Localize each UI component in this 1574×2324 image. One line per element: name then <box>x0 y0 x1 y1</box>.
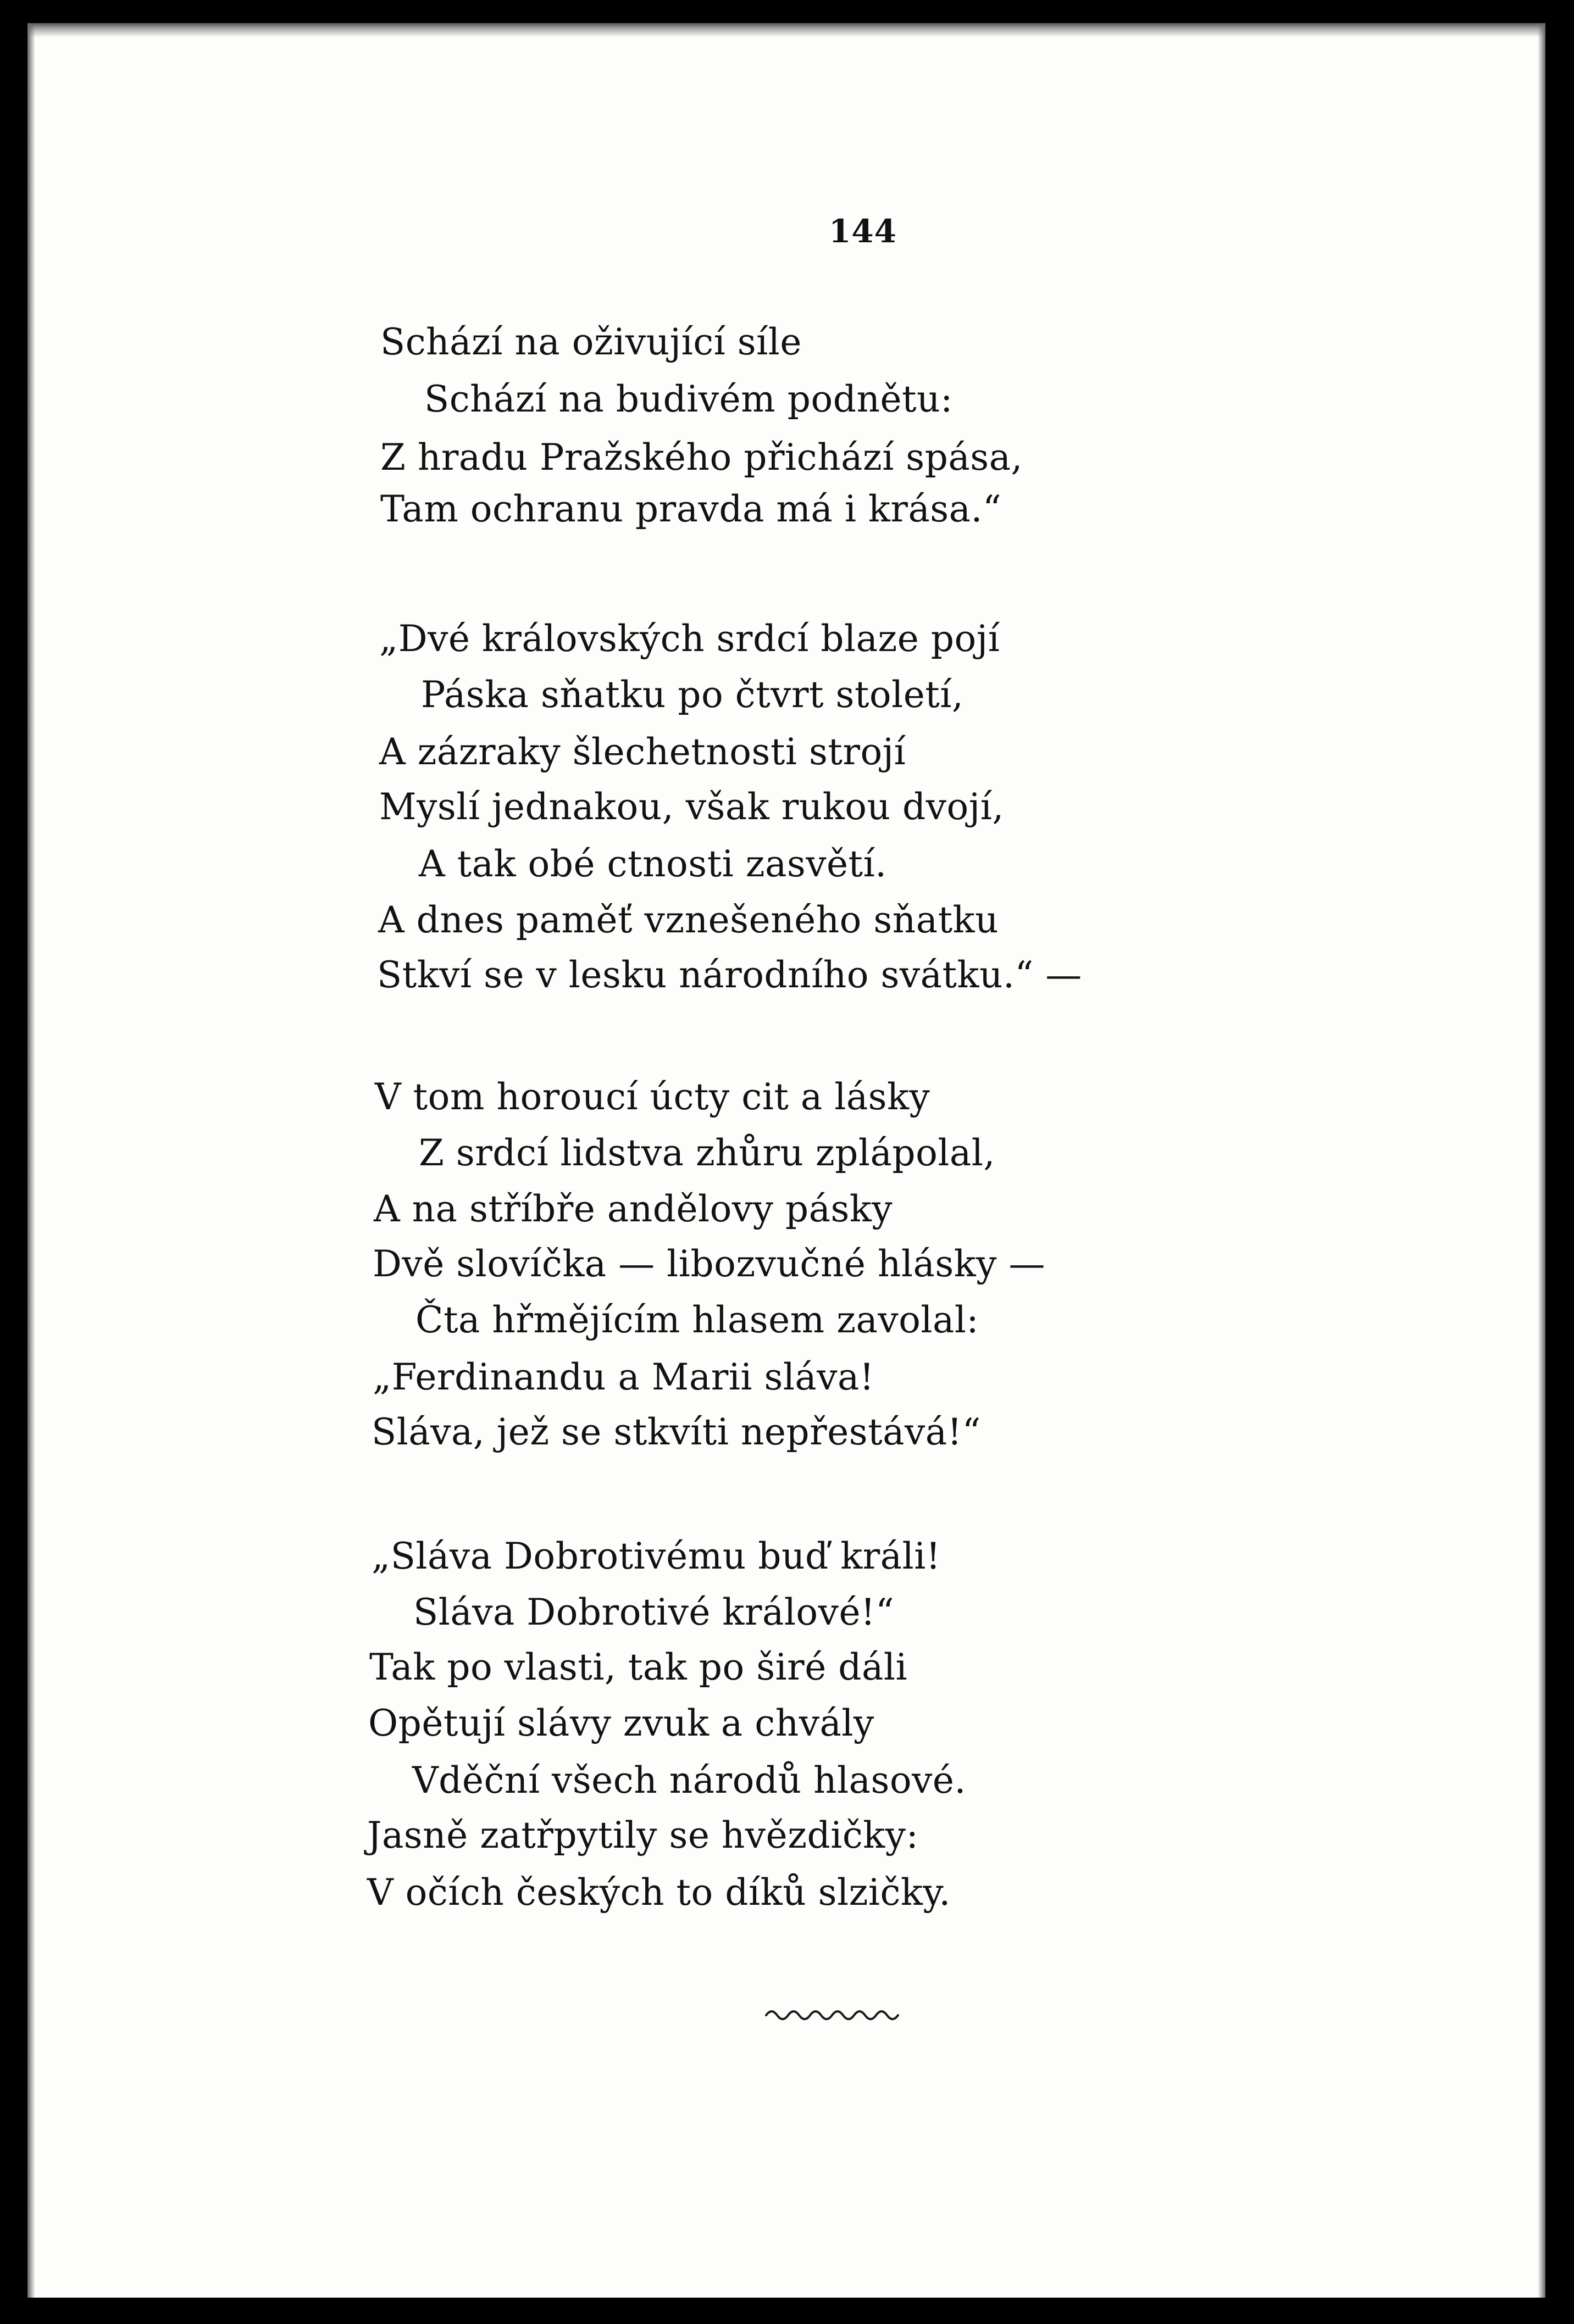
poem-line: Vděční všech národů hlasové. <box>412 1759 966 1802</box>
poem-line: Opětují slávy zvuk a chvály <box>368 1702 874 1744</box>
poem-line: Sláva, jež se stkvíti nepřestává!“ <box>372 1411 981 1453</box>
poem-line: Myslí jednakou, však rukou dvojí, <box>379 786 1004 828</box>
poem-line: A tak obé ctnosti zasvětí. <box>419 843 887 885</box>
page-number: 144 <box>828 213 897 250</box>
scan-shadow-left <box>27 23 35 2298</box>
poem-line: V očích českých to díků slzičky. <box>367 1871 951 1914</box>
wave-ornament-icon <box>764 2003 907 2025</box>
poem-line: Schází na budivém podnětu: <box>424 378 953 420</box>
poem-line: V tom horoucí úcty cit a lásky <box>375 1076 930 1118</box>
poem-line: „Ferdinandu a Marii sláva! <box>373 1356 874 1398</box>
poem-line: „Dvé královských srdcí blaze pojí <box>379 618 1000 660</box>
poem-line: A dnes paměť vznešeného sňatku <box>378 899 999 941</box>
book-page <box>27 23 1545 2298</box>
poem-line: Čta hřmějícím hlasem zavolal: <box>415 1299 979 1341</box>
poem-line: Jasně zatřpytily se hvězdičky: <box>367 1814 919 1856</box>
poem-line: Schází na oživující síle <box>380 321 802 363</box>
poem-line: Z hradu Pražského přichází spása, <box>380 436 1023 479</box>
scan-shadow-right <box>1538 23 1545 2298</box>
poem-line: „Sláva Dobrotivému buď králi! <box>372 1535 941 1577</box>
poem-line: A na stříbře andělovy pásky <box>374 1188 893 1230</box>
poem-line: Páska sňatku po čtvrt století, <box>421 674 964 716</box>
poem-line: Sláva Dobrotivé králové!“ <box>413 1591 895 1633</box>
poem-line: Z srdcí lidstva zhůru zplápolal, <box>419 1132 995 1174</box>
scan-shadow-top <box>27 23 1545 37</box>
poem-line: Stkví se v lesku národního svátku.“ — <box>377 954 1082 996</box>
poem-line: Tam ochranu pravda má i krása.“ <box>380 488 1002 530</box>
poem-line: Dvě slovíčka — libozvučné hlásky — <box>373 1243 1045 1285</box>
poem-line: Tak po vlasti, tak po širé dáli <box>369 1646 908 1688</box>
poem-line: A zázraky šlechetnosti strojí <box>379 731 906 773</box>
